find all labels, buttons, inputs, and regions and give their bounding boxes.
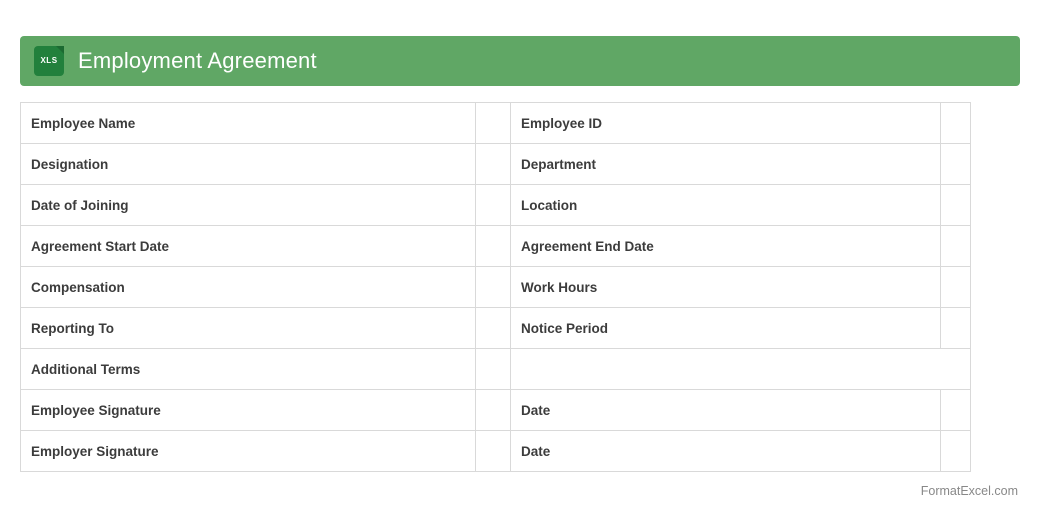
xls-icon-label: XLS — [40, 56, 58, 65]
field-label-left: Employee Signature — [21, 390, 476, 431]
table-row — [21, 431, 971, 472]
field-label-right: Date — [511, 431, 941, 472]
table-row — [21, 103, 971, 144]
field-label-left: Date of Joining — [21, 185, 476, 226]
field-value-right[interactable] — [941, 431, 971, 472]
field-value-right[interactable] — [941, 267, 971, 308]
field-value-right[interactable] — [941, 226, 971, 267]
field-value-left[interactable] — [476, 308, 511, 349]
field-value-right[interactable] — [941, 390, 971, 431]
page-title: Employment Agreement — [78, 48, 317, 73]
field-label-right: Agreement End Date — [511, 226, 941, 267]
field-value-left[interactable] — [476, 185, 511, 226]
table-row — [21, 308, 971, 349]
field-value-right[interactable] — [941, 144, 971, 185]
field-value-right[interactable] — [941, 308, 971, 349]
document-header — [20, 36, 1020, 86]
agreement-table-body — [21, 103, 971, 472]
field-value-wide[interactable] — [511, 349, 971, 390]
field-value-left[interactable] — [476, 267, 511, 308]
field-label-left: Compensation — [21, 267, 476, 308]
footer-attribution: FormatExcel.com — [920, 484, 1018, 498]
field-label-right: Department — [511, 144, 941, 185]
field-label-left: Additional Terms — [21, 349, 476, 390]
table-row — [21, 185, 971, 226]
field-value-left[interactable] — [476, 431, 511, 472]
field-value-left[interactable] — [476, 390, 511, 431]
field-label-left: Agreement Start Date — [21, 226, 476, 267]
table-row — [21, 144, 971, 185]
icon-corner-fold — [56, 46, 64, 54]
table-row — [21, 267, 971, 308]
agreement-table — [20, 102, 971, 472]
field-value-left[interactable] — [476, 103, 511, 144]
field-value-left[interactable] — [476, 226, 511, 267]
field-label-right: Employee ID — [511, 103, 941, 144]
field-value-left[interactable] — [476, 144, 511, 185]
field-label-left: Employee Name — [21, 103, 476, 144]
table-row — [21, 390, 971, 431]
field-label-right: Work Hours — [511, 267, 941, 308]
field-label-right: Notice Period — [511, 308, 941, 349]
field-label-right: Location — [511, 185, 941, 226]
field-label-left: Reporting To — [21, 308, 476, 349]
field-value-right[interactable] — [941, 103, 971, 144]
table-row — [21, 349, 971, 390]
field-label-right: Date — [511, 390, 941, 431]
field-value-left[interactable] — [476, 349, 511, 390]
field-label-left: Employer Signature — [21, 431, 476, 472]
field-value-right[interactable] — [941, 185, 971, 226]
xls-file-icon — [34, 46, 64, 76]
table-row — [21, 226, 971, 267]
field-label-left: Designation — [21, 144, 476, 185]
